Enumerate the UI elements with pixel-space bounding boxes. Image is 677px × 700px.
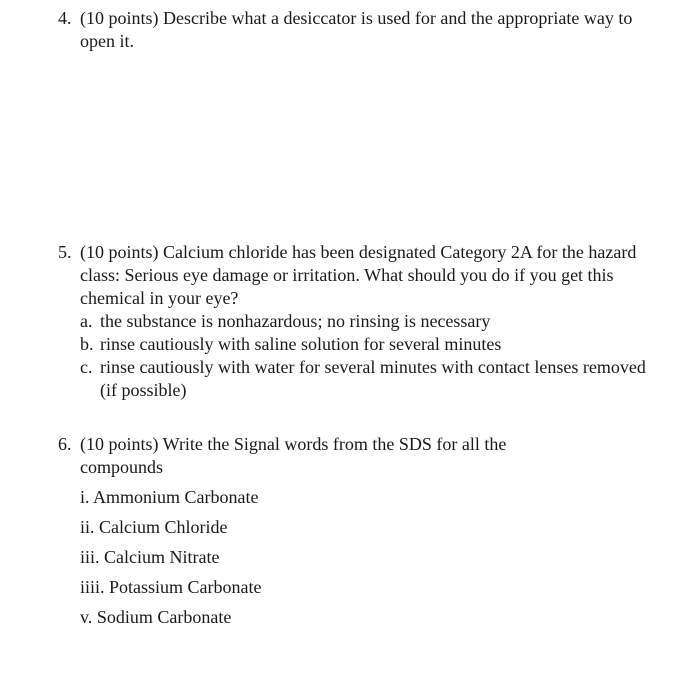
question-5 — [58, 241, 648, 402]
answer-option-c — [80, 356, 648, 402]
option-text: the substance is nonhazardous; no rinsing is necessary — [100, 311, 491, 331]
question-text: (10 points) Calcium chloride has been designated Category 2A for the hazard class: Serious eye damage or irritation. What should you do if you get this chemical in your eye? — [80, 242, 637, 308]
option-label: b. — [80, 334, 94, 354]
compound-item: iii. Calcium Nitrate — [80, 547, 220, 567]
compound-item: i. Ammonium Carbonate — [80, 487, 259, 507]
question-number: 5. — [58, 242, 72, 262]
answer-option-a — [80, 310, 648, 333]
answer-option-b — [80, 333, 648, 356]
question-4 — [58, 7, 648, 53]
compound-item: iiii. Potassium Carbonate — [80, 577, 262, 597]
compound-item: ii. Calcium Chloride — [80, 517, 228, 537]
question-text: (10 points) Write the Signal words from the SDS for all the compounds — [80, 434, 507, 477]
option-text: rinse cautiously with water for several minutes with contact lenses removed (if possible) — [100, 357, 646, 400]
question-number: 4. — [58, 8, 72, 28]
option-text: rinse cautiously with saline solution for several minutes — [100, 334, 502, 354]
question-6 — [58, 433, 578, 479]
question-text: (10 points) Describe what a desiccator is used for and the appropriate way to open it. — [80, 8, 633, 51]
compound-item: v. Sodium Carbonate — [80, 607, 232, 627]
question-number: 6. — [58, 434, 72, 454]
option-label: a. — [80, 311, 93, 331]
option-label: c. — [80, 357, 93, 377]
